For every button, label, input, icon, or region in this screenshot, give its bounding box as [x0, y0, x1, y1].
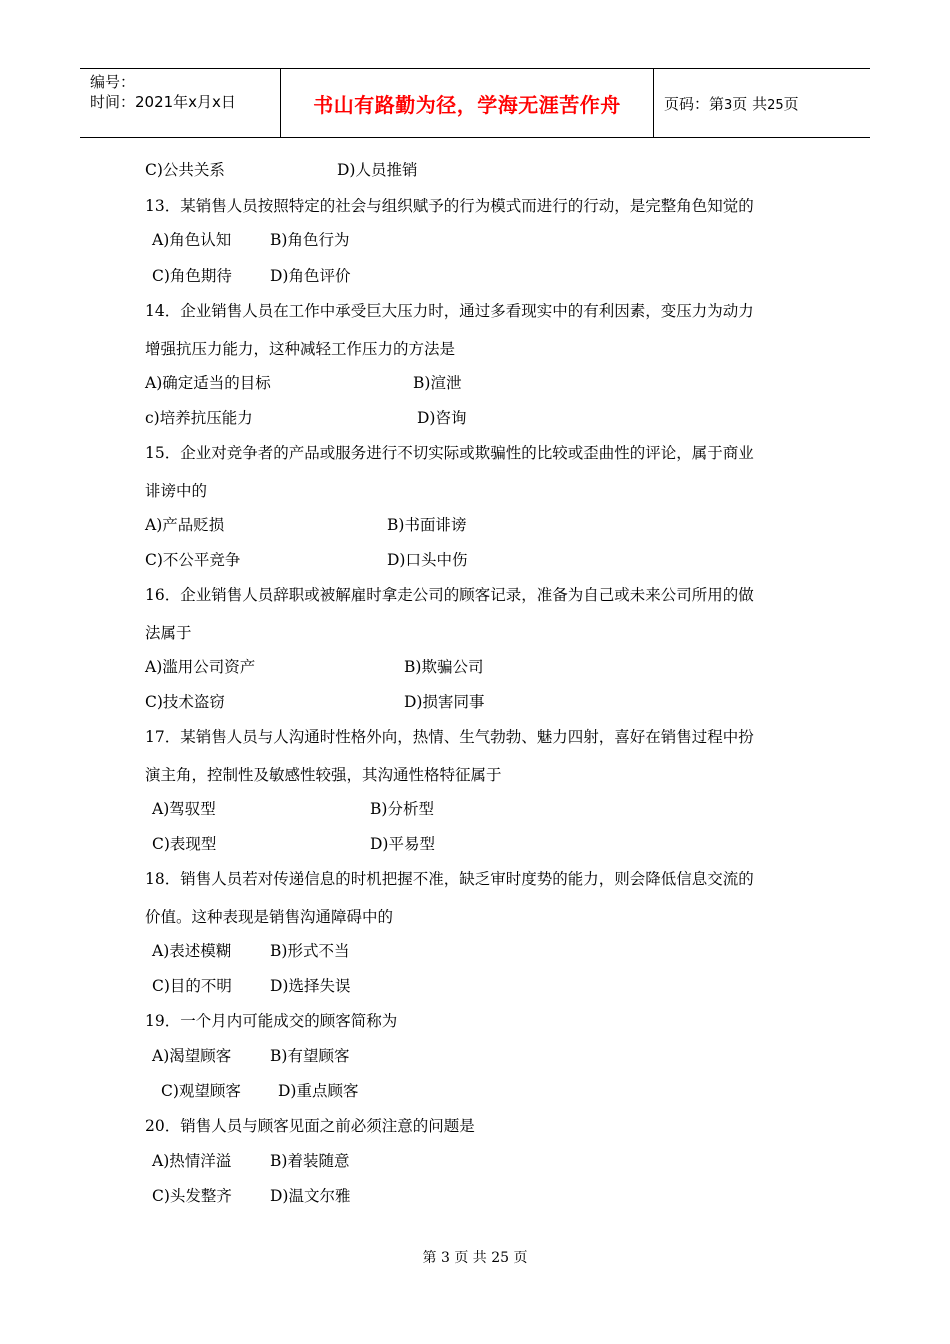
question-16-stem-cont: 法属于 [145, 624, 192, 642]
document-number-label: 编号： [90, 73, 136, 91]
question-18-option-c: C)目的不明 [152, 977, 232, 995]
question-15-stem-cont: 诽谤中的 [145, 482, 208, 500]
question-15-stem: 15．企业对竞争者的产品或服务进行不切实际或欺骗性的比较或歪曲性的评论，属于商业 [145, 444, 754, 462]
question-19-stem: 19．一个月内可能成交的顾客简称为 [145, 1012, 398, 1030]
page-mid: 页 共 [732, 94, 768, 113]
question-18-option-a: A)表述模糊 [152, 942, 232, 960]
question-13-option-a: A)角色认知 [152, 231, 232, 249]
question-16-stem: 16．企业销售人员辞职或被解雇时拿走公司的顾客记录，准备为自己或未来公司所用的做 [145, 586, 754, 604]
question-15-option-b: B)书面诽谤 [387, 516, 467, 534]
page-total: 25 [767, 97, 784, 113]
header-motto: 书山有路勤为径，学海无涯苦作舟 [313, 92, 621, 117]
question-18-stem-cont: 价值。这种表现是销售沟通障碍中的 [145, 908, 394, 926]
question-14-option-d: D)咨询 [417, 409, 467, 427]
question-16-option-a: A)滥用公司资产 [145, 658, 256, 676]
question-16-option-d: D)损害同事 [404, 693, 485, 711]
question-17-stem: 17．某销售人员与人沟通时性格外向，热情、生气勃勃、魅力四射，喜好在销售过程中扮 [145, 728, 754, 746]
question-20-stem: 20．销售人员与顾客见面之前必须注意的问题是 [145, 1117, 475, 1135]
footer-prefix: 第 [422, 1250, 437, 1266]
footer-mid: 页 共 [454, 1250, 487, 1266]
question-13-stem: 13．某销售人员按照特定的社会与组织赋予的行为模式而进行的行动，是完整角色知觉的 [145, 197, 754, 215]
question-14-stem: 14．企业销售人员在工作中承受巨大压力时，通过多看现实中的有利因素，变压力为动力 [145, 302, 754, 320]
question-18-stem: 18．销售人员若对传递信息的时机把握不准，缺乏审时度势的能力，则会降低信息交流的 [145, 870, 754, 888]
footer-current: 3 [440, 1250, 450, 1266]
page-footer [0, 1247, 950, 1267]
question-20-option-d: D)温文尔雅 [270, 1187, 351, 1205]
header-page-cell [654, 69, 870, 137]
question-17-option-b: B)分析型 [370, 800, 434, 818]
page-suffix: 页 [783, 94, 799, 113]
question-20-option-b: B)着装随意 [270, 1152, 350, 1170]
question-20-option-a: A)热情洋溢 [152, 1152, 232, 1170]
question-17-option-c: C)表现型 [152, 835, 217, 853]
header-page-info [654, 93, 799, 114]
question-17-option-a: A)驾驭型 [152, 800, 216, 818]
question-19-option-a: A)渴望顾客 [152, 1047, 232, 1065]
question-14-option-b: B)渲泄 [413, 374, 462, 392]
question-18-option-d: D)选择失误 [270, 977, 351, 995]
prev-option-d: D)人员推销 [337, 161, 418, 179]
question-15-option-a: A)产品贬损 [145, 516, 225, 534]
question-14-option-a: A)确定适当的目标 [145, 374, 271, 392]
question-13-option-c: C)角色期待 [152, 267, 232, 285]
question-19-option-b: B)有望顾客 [270, 1047, 350, 1065]
question-19-option-d: D)重点顾客 [278, 1082, 359, 1100]
footer-suffix: 页 [513, 1250, 528, 1266]
question-20-option-c: C)头发整齐 [152, 1187, 232, 1205]
document-time-label: 时间：2021年x月x日 [90, 93, 236, 111]
question-13-option-b: B)角色行为 [270, 231, 350, 249]
question-18-option-b: B)形式不当 [270, 942, 350, 960]
header-motto-cell [281, 69, 654, 137]
page-prefix: 页码：第 [664, 94, 725, 113]
header-meta [80, 69, 281, 137]
question-17-option-d: D)平易型 [370, 835, 435, 853]
question-14-stem-cont: 增强抗压力能力，这种减轻工作压力的方法是 [145, 340, 456, 358]
question-13-option-d: D)角色评价 [270, 267, 351, 285]
question-17-stem-cont: 演主角，控制性及敏感性较强，其沟通性格特征属于 [145, 766, 502, 784]
question-15-option-c: C)不公平竞争 [145, 551, 241, 569]
question-16-option-b: B)欺骗公司 [404, 658, 484, 676]
question-19-option-c: C)观望顾客 [161, 1082, 241, 1100]
footer-total: 25 [491, 1250, 510, 1266]
prev-option-c: C)公共关系 [145, 161, 225, 179]
page-header [80, 68, 870, 138]
page-current: 3 [724, 97, 733, 113]
question-16-option-c: C)技术盗窃 [145, 693, 225, 711]
question-14-option-c: c)培养抗压能力 [145, 409, 253, 427]
question-15-option-d: D)口头中伤 [387, 551, 468, 569]
